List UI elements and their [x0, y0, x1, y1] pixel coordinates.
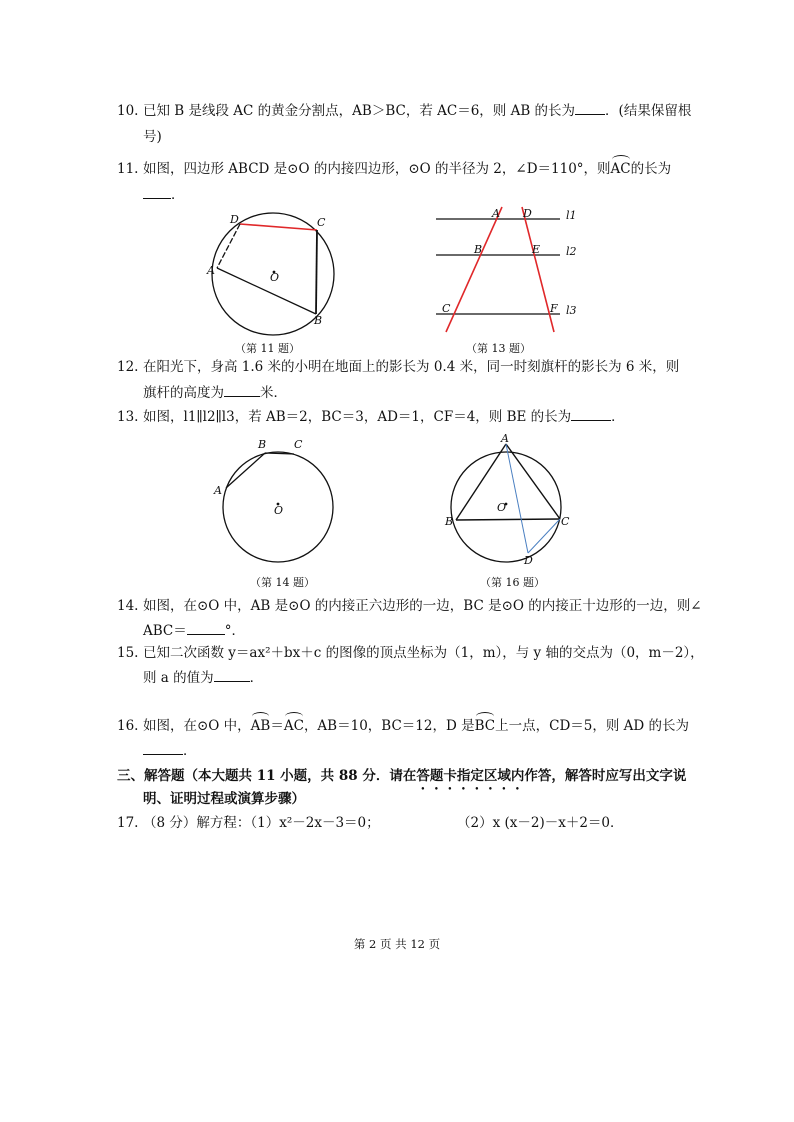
heading-emphasis: 答题卡指定区域内 — [416, 768, 525, 784]
label-a: A — [207, 264, 215, 277]
figure-13 — [430, 204, 590, 340]
answer-blank[interactable] — [575, 102, 605, 115]
chord-ab — [226, 453, 265, 488]
question-text: 则 a 的值为 — [143, 670, 214, 686]
chord-cd — [528, 519, 560, 553]
question-12-line2 — [143, 384, 287, 402]
question-number: 11. — [117, 161, 139, 177]
label-o: O — [497, 501, 507, 514]
answer-blank[interactable] — [571, 408, 611, 421]
answer-blank[interactable] — [187, 622, 225, 635]
question-16 — [117, 717, 689, 735]
question-text: ．(结果保留根 — [605, 103, 692, 119]
punctuation: ． — [171, 187, 185, 203]
question-15 — [117, 644, 704, 662]
label-o: O — [274, 504, 284, 517]
arc-notation — [251, 717, 271, 735]
arc-notation — [611, 160, 631, 178]
chord-cb — [316, 230, 317, 314]
label-o: O — [270, 271, 280, 284]
question-number: 17. — [117, 815, 139, 831]
label-b: B — [474, 243, 483, 256]
question-number: 13. — [117, 409, 139, 425]
label-c: C — [561, 515, 570, 528]
question-text: 如图，在⊙O 中， — [143, 718, 251, 734]
label-c: C — [317, 216, 326, 229]
label-d: D — [524, 554, 533, 567]
question-text: 已知二次函数 y＝ax²＋bx＋c 的图像的顶点坐标为（1，m），与 y 轴的交点为（0，m－2）， — [143, 645, 704, 661]
label-b: B — [314, 314, 323, 327]
figure-16-caption: （第 16 题） — [480, 576, 545, 589]
figure-11 — [200, 208, 340, 338]
figure-11-caption: （第 11 题） — [235, 342, 300, 355]
question-text: 旗杆的高度为 — [143, 385, 224, 401]
question-number: 10. — [117, 103, 139, 119]
heading-text: 作答，解答时应写出文字说 — [524, 768, 687, 784]
answer-blank[interactable] — [143, 742, 183, 755]
question-17 — [117, 814, 380, 832]
question-text: 如图，l1∥l2∥l3，若 AB＝2，BC＝3，AD＝1，CF＝4，则 BE 的长为 — [143, 409, 572, 425]
question-text: 如图，在⊙O 中，AB 是⊙O 的内接正六边形的一边，BC 是⊙O 的内接正十边形的一边，则∠ — [143, 598, 702, 614]
question-10 — [117, 102, 691, 120]
question-text: ，AB＝10，BC＝12，D 是 — [303, 718, 475, 734]
question-text: 米． — [260, 385, 287, 401]
question-text: 已知 B 是线段 AC 的黄金分割点，AB＞BC，若 AC＝6，则 AB 的长为 — [143, 103, 576, 119]
chord-ac — [506, 444, 560, 519]
figure-13-caption: （第 13 题） — [466, 342, 531, 355]
question-11 — [117, 160, 671, 178]
heading-text: 三、解答题（本大题共 11 小题，共 88 分．请在 — [117, 768, 417, 784]
label-e: E — [532, 243, 541, 256]
question-text: （8 分）解方程：（1）x²－2x－3＝0； — [143, 815, 380, 831]
question-number: 14. — [117, 598, 139, 614]
question-text: 上一点，CD＝5，则 AD 的长为 — [495, 718, 690, 734]
label-d: D — [230, 213, 239, 226]
question-text: 在阳光下，身高 1.6 米的小明在地面上的影长为 0.4 米，同一时刻旗杆的影长为 6 米，则 — [143, 359, 680, 375]
question-14 — [117, 597, 702, 615]
label-f: F — [550, 302, 558, 315]
answer-blank[interactable] — [143, 186, 171, 199]
question-text: 如图，四边形 ABCD 是⊙O 的内接四边形，⊙O 的半径为 2，∠D＝110°，则 — [143, 161, 611, 177]
question-text: °． — [224, 623, 245, 639]
label-b: B — [445, 515, 454, 528]
question-16-line2 — [143, 742, 197, 760]
arc-notation — [284, 717, 304, 735]
section-heading-line2: 明、证明过程或演算步骤） — [143, 791, 305, 807]
page-footer: 第 2 页 共 12 页 — [353, 937, 441, 951]
question-15-line2 — [143, 669, 263, 687]
label-d: D — [523, 207, 532, 220]
transversal-ac — [446, 207, 502, 332]
question-number: 16. — [117, 718, 139, 734]
question-10-line2: 号) — [143, 129, 162, 145]
arc-notation — [475, 717, 496, 735]
arc-label: AC — [283, 718, 304, 734]
figure-16 — [440, 432, 580, 572]
arc-label: AC — [610, 161, 631, 177]
label-l2: l2 — [566, 245, 577, 258]
label-c: C — [442, 302, 451, 315]
equals-sign: ＝ — [270, 718, 284, 734]
question-text: 的长为 — [630, 161, 672, 177]
question-text: ABC＝ — [143, 623, 187, 639]
label-a: A — [492, 207, 500, 220]
question-12 — [117, 358, 679, 376]
question-17-part2: （2）x (x－2)－x＋2＝0． — [457, 815, 624, 831]
arc-label: BC — [474, 718, 496, 734]
question-number: 12. — [117, 359, 139, 375]
question-number: 15. — [117, 645, 139, 661]
chord-ab — [217, 268, 316, 314]
punctuation: ． — [183, 743, 197, 759]
label-a: A — [214, 484, 222, 497]
label-a: A — [501, 432, 509, 445]
arc-label: AB — [250, 718, 271, 734]
chord-dc — [240, 224, 317, 230]
question-13 — [117, 408, 625, 426]
question-11-line2 — [143, 186, 185, 204]
label-c: C — [294, 438, 303, 451]
label-l1: l1 — [566, 209, 577, 222]
answer-blank[interactable] — [224, 384, 260, 397]
label-l3: l3 — [566, 304, 577, 317]
label-b: B — [258, 438, 267, 451]
figure-14 — [210, 436, 350, 570]
answer-blank[interactable] — [214, 669, 250, 682]
question-14-line2 — [143, 622, 245, 640]
question-text: ． — [249, 670, 264, 686]
chord-da — [217, 224, 240, 268]
punctuation: ． — [611, 409, 625, 425]
figure-14-caption: （第 14 题） — [250, 576, 315, 589]
chord-bc — [456, 519, 560, 520]
